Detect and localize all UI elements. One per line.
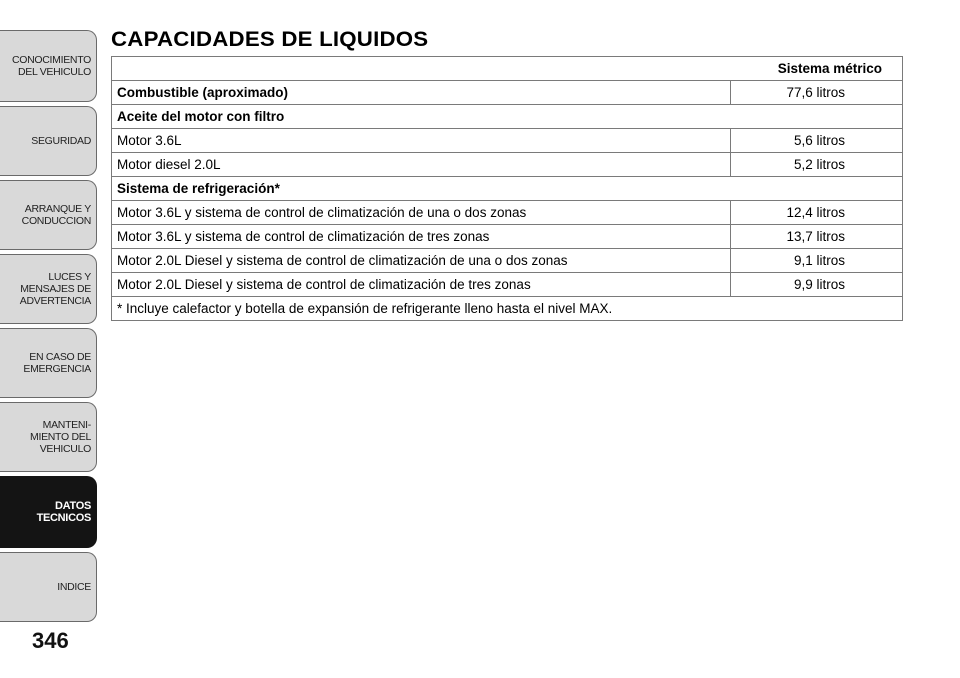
page-number: 346: [32, 628, 69, 653]
row-label: Motor 3.6L y sistema de control de climatización de una o dos zonas: [112, 201, 731, 225]
tab-en-caso-de-emergencia[interactable]: EN CASO DE EMERGENCIA: [0, 328, 97, 398]
row-value: 5,6 litros: [731, 129, 903, 153]
row-label: Motor 2.0L Diesel y sistema de control de climatización de una o dos zonas: [112, 249, 731, 273]
row-value: 9,1 litros: [731, 249, 903, 273]
tab-conocimiento-del-vehiculo[interactable]: CONOCIMIENTO DEL VEHICULO: [0, 30, 97, 102]
row-label: Motor 2.0L Diesel y sistema de control de climatización de tres zonas: [112, 273, 731, 297]
table-footnote: * Incluye calefactor y botella de expansión de refrigerante lleno hasta el nivel MAX.: [112, 297, 903, 321]
table-row: [112, 201, 903, 225]
row-label: Motor 3.6L: [112, 129, 731, 153]
row-label: Aceite del motor con filtro: [112, 105, 903, 129]
tab-mantenimiento-del-vehiculo[interactable]: MANTENI- MIENTO DEL VEHICULO: [0, 402, 97, 472]
column-header-metric: Sistema métrico: [112, 57, 903, 81]
row-label: Sistema de refrigeración*: [112, 177, 903, 201]
row-value: 13,7 litros: [731, 225, 903, 249]
row-label: Motor diesel 2.0L: [112, 153, 731, 177]
tab-arranque-y-conduccion[interactable]: ARRANQUE Y CONDUCCION: [0, 180, 97, 250]
table-footnote-row: [112, 297, 903, 321]
tab-indice[interactable]: INDICE: [0, 552, 97, 622]
tab-datos-tecnicos[interactable]: DATOS TECNICOS: [0, 476, 97, 548]
table-row: [112, 81, 903, 105]
row-value: 77,6 litros: [731, 81, 903, 105]
row-value: 12,4 litros: [731, 201, 903, 225]
tab-luces-y-mensajes[interactable]: LUCES Y MENSAJES DE ADVERTENCIA: [0, 254, 97, 324]
table-row: [112, 225, 903, 249]
table-row: [112, 273, 903, 297]
row-value: 9,9 litros: [731, 273, 903, 297]
table-row: [112, 129, 903, 153]
table-header-row: [112, 57, 903, 81]
tab-seguridad[interactable]: SEGURIDAD: [0, 106, 97, 176]
row-label: Combustible (aproximado): [112, 81, 731, 105]
section-title: CAPACIDADES DE LIQUIDOS: [111, 28, 429, 51]
table-row: [112, 177, 903, 201]
table-row: [112, 249, 903, 273]
table-row: [112, 153, 903, 177]
table-row: [112, 105, 903, 129]
row-label: Motor 3.6L y sistema de control de climatización de tres zonas: [112, 225, 731, 249]
fluid-capacities-table: [111, 56, 903, 321]
row-value: 5,2 litros: [731, 153, 903, 177]
